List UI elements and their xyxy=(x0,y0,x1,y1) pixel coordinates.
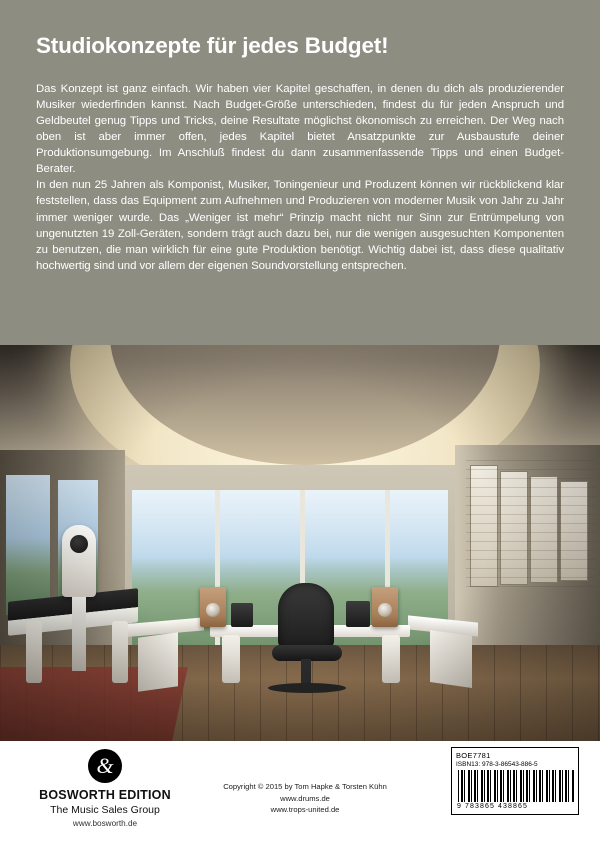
computer-screen-left xyxy=(231,603,253,627)
intro-paragraph-2: In den nun 25 Jahren als Komponist, Musiker, Toningenieur und Produzent können wir rückblickend klar feststellen, dass das Equipment zum Aufnehmen und Produzieren von moderner Musik von Jahr zu Jahr immer weniger wurde. Das „Weniger ist mehr“ Prinzip macht nicht nur Sinn zur Entrümpelung von ungenutzten 19 Zoll-Geräten, sondern trägt auch dazu bei, nur die wenigen ausgesuchten Komponenten zu benutzen, die man wirklich für eine gute Produktion benötigt. Wichtig dabei ist, dass diese qualitativ hochwertig sind und vor allem der eigenen Soundvorstellung entsprechen. xyxy=(36,179,564,272)
studio-monitor-right xyxy=(372,587,398,627)
studio-monitor-left xyxy=(200,587,226,627)
office-chair-back xyxy=(278,583,334,649)
page-title: Studiokonzepte für jedes Budget! xyxy=(36,33,389,58)
footer xyxy=(0,741,600,847)
left-desk-leg xyxy=(138,632,178,692)
monitor-woofer-left xyxy=(206,603,220,617)
monitor-woofer-right xyxy=(378,603,392,617)
left-window-1 xyxy=(6,475,50,615)
copyright-line: Copyright © 2015 by Tom Hapke & Torsten Kühn xyxy=(223,782,387,791)
main-desk-leg-right xyxy=(382,635,400,683)
keyboard-stand-left xyxy=(26,621,42,683)
computer-screen-right xyxy=(346,601,370,627)
office-chair-base xyxy=(268,683,346,693)
main-desk-leg-left xyxy=(222,635,240,683)
speaker-stand xyxy=(72,597,86,671)
author-url-2: www.trops-united.de xyxy=(270,805,340,814)
intro-text-block xyxy=(0,0,600,345)
author-url-1: www.drums.de xyxy=(280,793,330,803)
barcode-digits: 9 783865 438865 xyxy=(457,803,528,810)
studio-photo xyxy=(0,345,600,741)
catalog-number: BOE7781 xyxy=(456,751,491,760)
publisher-group: The Music Sales Group xyxy=(50,804,160,816)
floorstanding-speaker-driver xyxy=(70,535,88,553)
right-desk-leg xyxy=(430,630,472,688)
copyright-block xyxy=(190,781,420,816)
barcode-block xyxy=(451,747,579,815)
publisher-logo-block xyxy=(30,749,180,828)
keyboard-stand-right xyxy=(112,621,128,683)
publisher-name: BOSWORTH EDITION xyxy=(39,788,171,802)
intro-paragraph-1: Das Konzept ist ganz einfach. Wir haben vier Kapitel geschaffen, in denen du dich als produzierender Musiker wiederfinden kannst. Nach Budget-Größe unterschieden, findest du für jeden Anspruch und Geldbeutel genug Tipps und Tricks, deine Resultate möglichst ökonomisch zu erreichen. Der Weg nach oben ist aber immer offen, jedes Kapitel bietet Ansatzpunkte zur Ausbaustufe deiner Produktionsumgebung. Im Anschluß findest du dann zusammenfassende Tipps und einen Budget-Berater. xyxy=(36,82,564,176)
publisher-url: www.bosworth.de xyxy=(72,819,138,828)
isbn-text: ISBN13: 978-3-86543-886-5 xyxy=(456,761,538,768)
acoustic-panel-texture xyxy=(466,460,596,590)
window-glare xyxy=(132,490,448,570)
barcode-icon xyxy=(458,770,574,802)
ampersand-icon: & xyxy=(88,749,122,783)
